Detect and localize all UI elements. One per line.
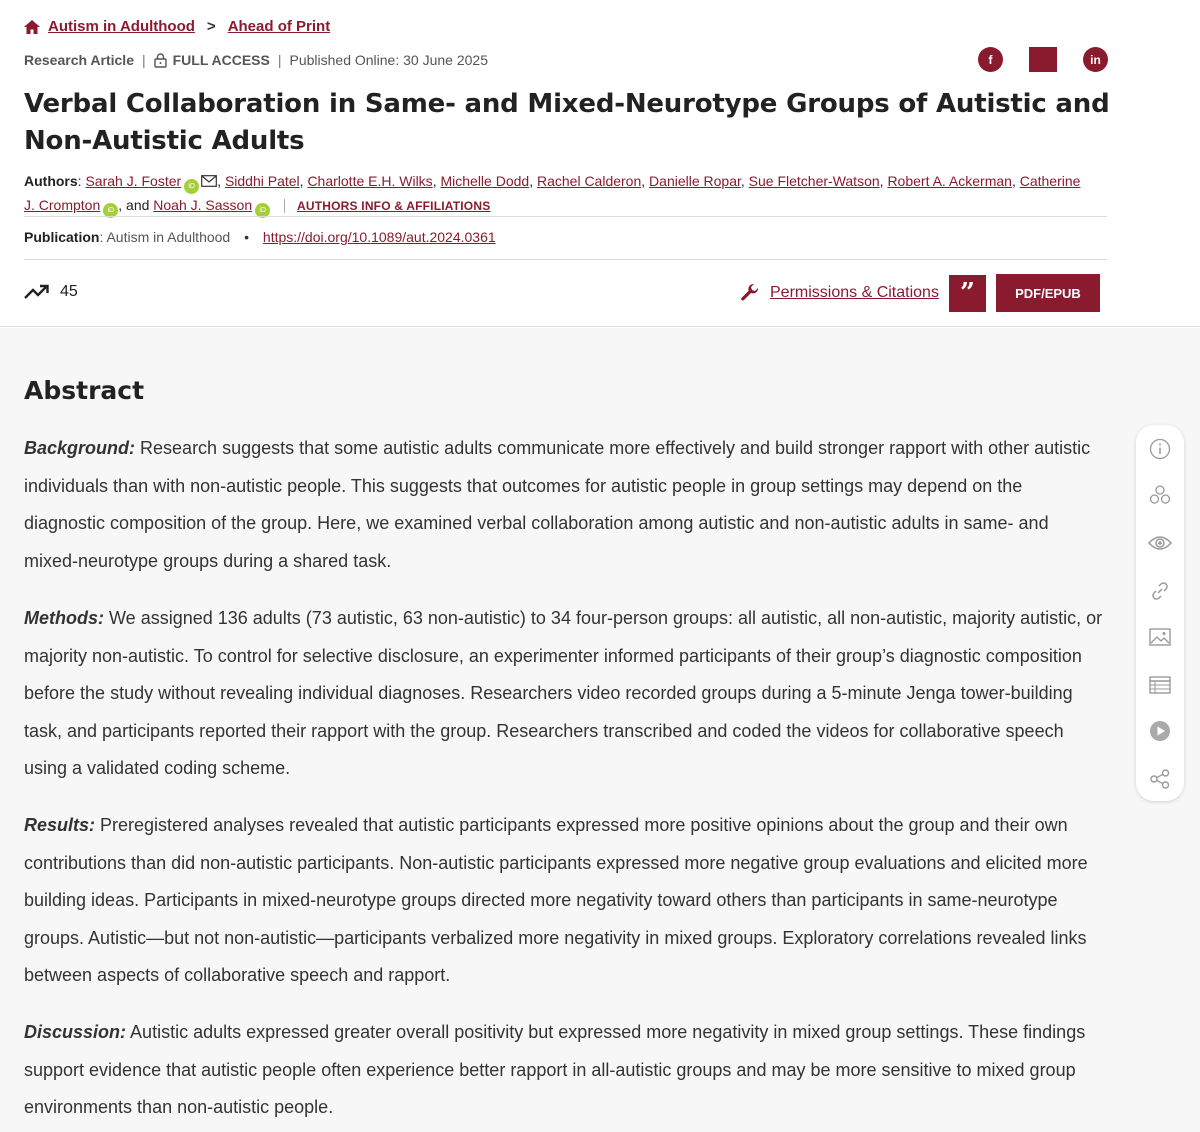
authors-label: Authors (24, 173, 78, 189)
author-link[interactable]: Sarah J. Foster (85, 173, 182, 189)
article-meta: Research Article | FULL ACCESS | Published Online: 30 June 2025 (24, 52, 488, 68)
breadcrumb-section-link[interactable]: Ahead of Print (227, 18, 331, 35)
breadcrumb-separator: > (206, 18, 216, 35)
published-date: Published Online: 30 June 2025 (289, 52, 488, 68)
author-link[interactable]: Siddhi Patel (224, 173, 300, 189)
lock-icon (154, 53, 167, 68)
divider (24, 216, 1107, 217)
access-badge: FULL ACCESS (172, 52, 270, 68)
divider (24, 259, 1107, 260)
permissions-citations-link[interactable]: Permissions & Citations (740, 283, 939, 303)
play-icon[interactable] (1148, 719, 1172, 743)
info-icon[interactable] (1148, 437, 1172, 461)
network-icon[interactable] (1148, 483, 1172, 507)
wrench-icon (740, 283, 760, 303)
abstract-discussion: Discussion: Autistic adults expressed greater overall positivity but expressed more negativity in mixed group settings. These findings support evidence that autistic people often experience better rapport in all-autistic groups and may be more sensitive to mixed group environments than non-autistic people. (24, 1022, 1086, 1118)
authors-list: Authors: Sarah J. Foster iD , Siddhi Patel, Charlotte E.H. Wilks, Michelle Dodd, Rachel Calderon, Danielle Ropar, Sue Fletcher-Watson, Robert A. Ackerman, Catherine J. Crompton iD , and Noah J. Sasson iD AUTHORS INFO & AFFILIATIONS (24, 170, 1094, 218)
authors-affiliations-link[interactable]: AUTHORS INFO & AFFILIATIONS (284, 199, 490, 213)
share-buttons (978, 47, 1108, 72)
trending-up-icon (24, 284, 50, 300)
side-toolbar (1136, 425, 1184, 801)
breadcrumb-journal-link[interactable]: Autism in Adulthood (48, 18, 195, 35)
article-actions (740, 274, 1100, 312)
page-title: Verbal Collaboration in Same- and Mixed-Neurotype Groups of Autistic and Non-Autistic Adults (24, 89, 1110, 156)
article-header (0, 0, 1200, 327)
image-icon[interactable] (1148, 625, 1172, 649)
author-link[interactable]: Charlotte E.H. Wilks (307, 173, 433, 189)
pdf-epub-button[interactable]: PDF/EPUB (996, 274, 1100, 312)
abstract-background: Background: Research suggests that some autistic adults communicate more effectively and build stronger rapport with other autistic individuals than with non-autistic people. This suggests that outcomes for autistic people in group settings may depend on the diagnostic composition of the group. Here, we examined verbal collaboration among autistic and non-autistic adults in same- and mixed-neurotype groups during a shared task. (24, 438, 1091, 571)
eye-icon[interactable] (1148, 531, 1172, 555)
doi-link[interactable]: https://doi.org/10.1089/aut.2024.0361 (262, 229, 496, 245)
table-icon[interactable] (1148, 673, 1172, 697)
author-link[interactable]: Sue Fletcher-Watson (748, 173, 880, 189)
abstract-section (0, 328, 1200, 1132)
email-icon[interactable] (201, 175, 217, 187)
article-type: Research Article (24, 52, 134, 68)
home-icon[interactable] (24, 20, 40, 34)
metrics-count: 45 (60, 283, 78, 300)
author-link[interactable]: Danielle Ropar (649, 173, 741, 189)
author-link[interactable]: Catherine J. Crompton (24, 173, 1081, 213)
breadcrumb (24, 18, 330, 35)
linkedin-share-button[interactable]: in (1083, 47, 1108, 72)
x-share-button[interactable] (1029, 47, 1057, 72)
author-link[interactable]: Michelle Dodd (440, 173, 530, 189)
orcid-icon[interactable]: iD (103, 203, 118, 218)
publication-info: Publication: Autism in Adulthood • https://doi.org/10.1089/aut.2024.0361 (24, 229, 496, 245)
orcid-icon[interactable]: iD (184, 179, 199, 194)
author-link[interactable]: Robert A. Ackerman (887, 173, 1012, 189)
abstract-results: Results: Preregistered analyses revealed that autistic participants expressed more positive opinions about the group and their own contributions than did non-autistic participants. Non-autistic participants expressed more negative group evaluations and elicited more building ideas. Participants in mixed-neurotype groups directed more negativity toward others than participants in same-neurotype groups. Autistic—but not non-autistic—participants verbalized more negativity in mixed groups. Exploratory correlations revealed links between aspects of collaborative speech and rapport. (24, 815, 1088, 986)
publication-journal: Autism in Adulthood (106, 229, 231, 245)
abstract-heading: Abstract (24, 376, 145, 405)
author-link[interactable]: Rachel Calderon (536, 173, 642, 189)
metrics[interactable] (24, 283, 78, 301)
link-icon[interactable] (1148, 579, 1172, 603)
cite-button[interactable]: ” (949, 275, 986, 312)
share-icon[interactable] (1148, 767, 1172, 791)
facebook-share-button[interactable]: f (978, 47, 1003, 72)
author-link[interactable]: Noah J. Sasson (153, 197, 253, 213)
orcid-icon[interactable]: iD (255, 203, 270, 218)
abstract-methods: Methods: We assigned 136 adults (73 autistic, 63 non-autistic) to 34 four-person groups: all autistic, all non-autistic, majority autistic, or majority non-autistic. To control for selective disclosure, an experimenter informed participants of their group’s diagnostic composition before the study without revealing individual diagnoses. Researchers video recorded groups during a 5-minute Jenga tower-building task, and participants reported their rapport with the group. Researchers transcribed and coded the videos for collaborative speech using a validated coding scheme. (24, 608, 1103, 779)
